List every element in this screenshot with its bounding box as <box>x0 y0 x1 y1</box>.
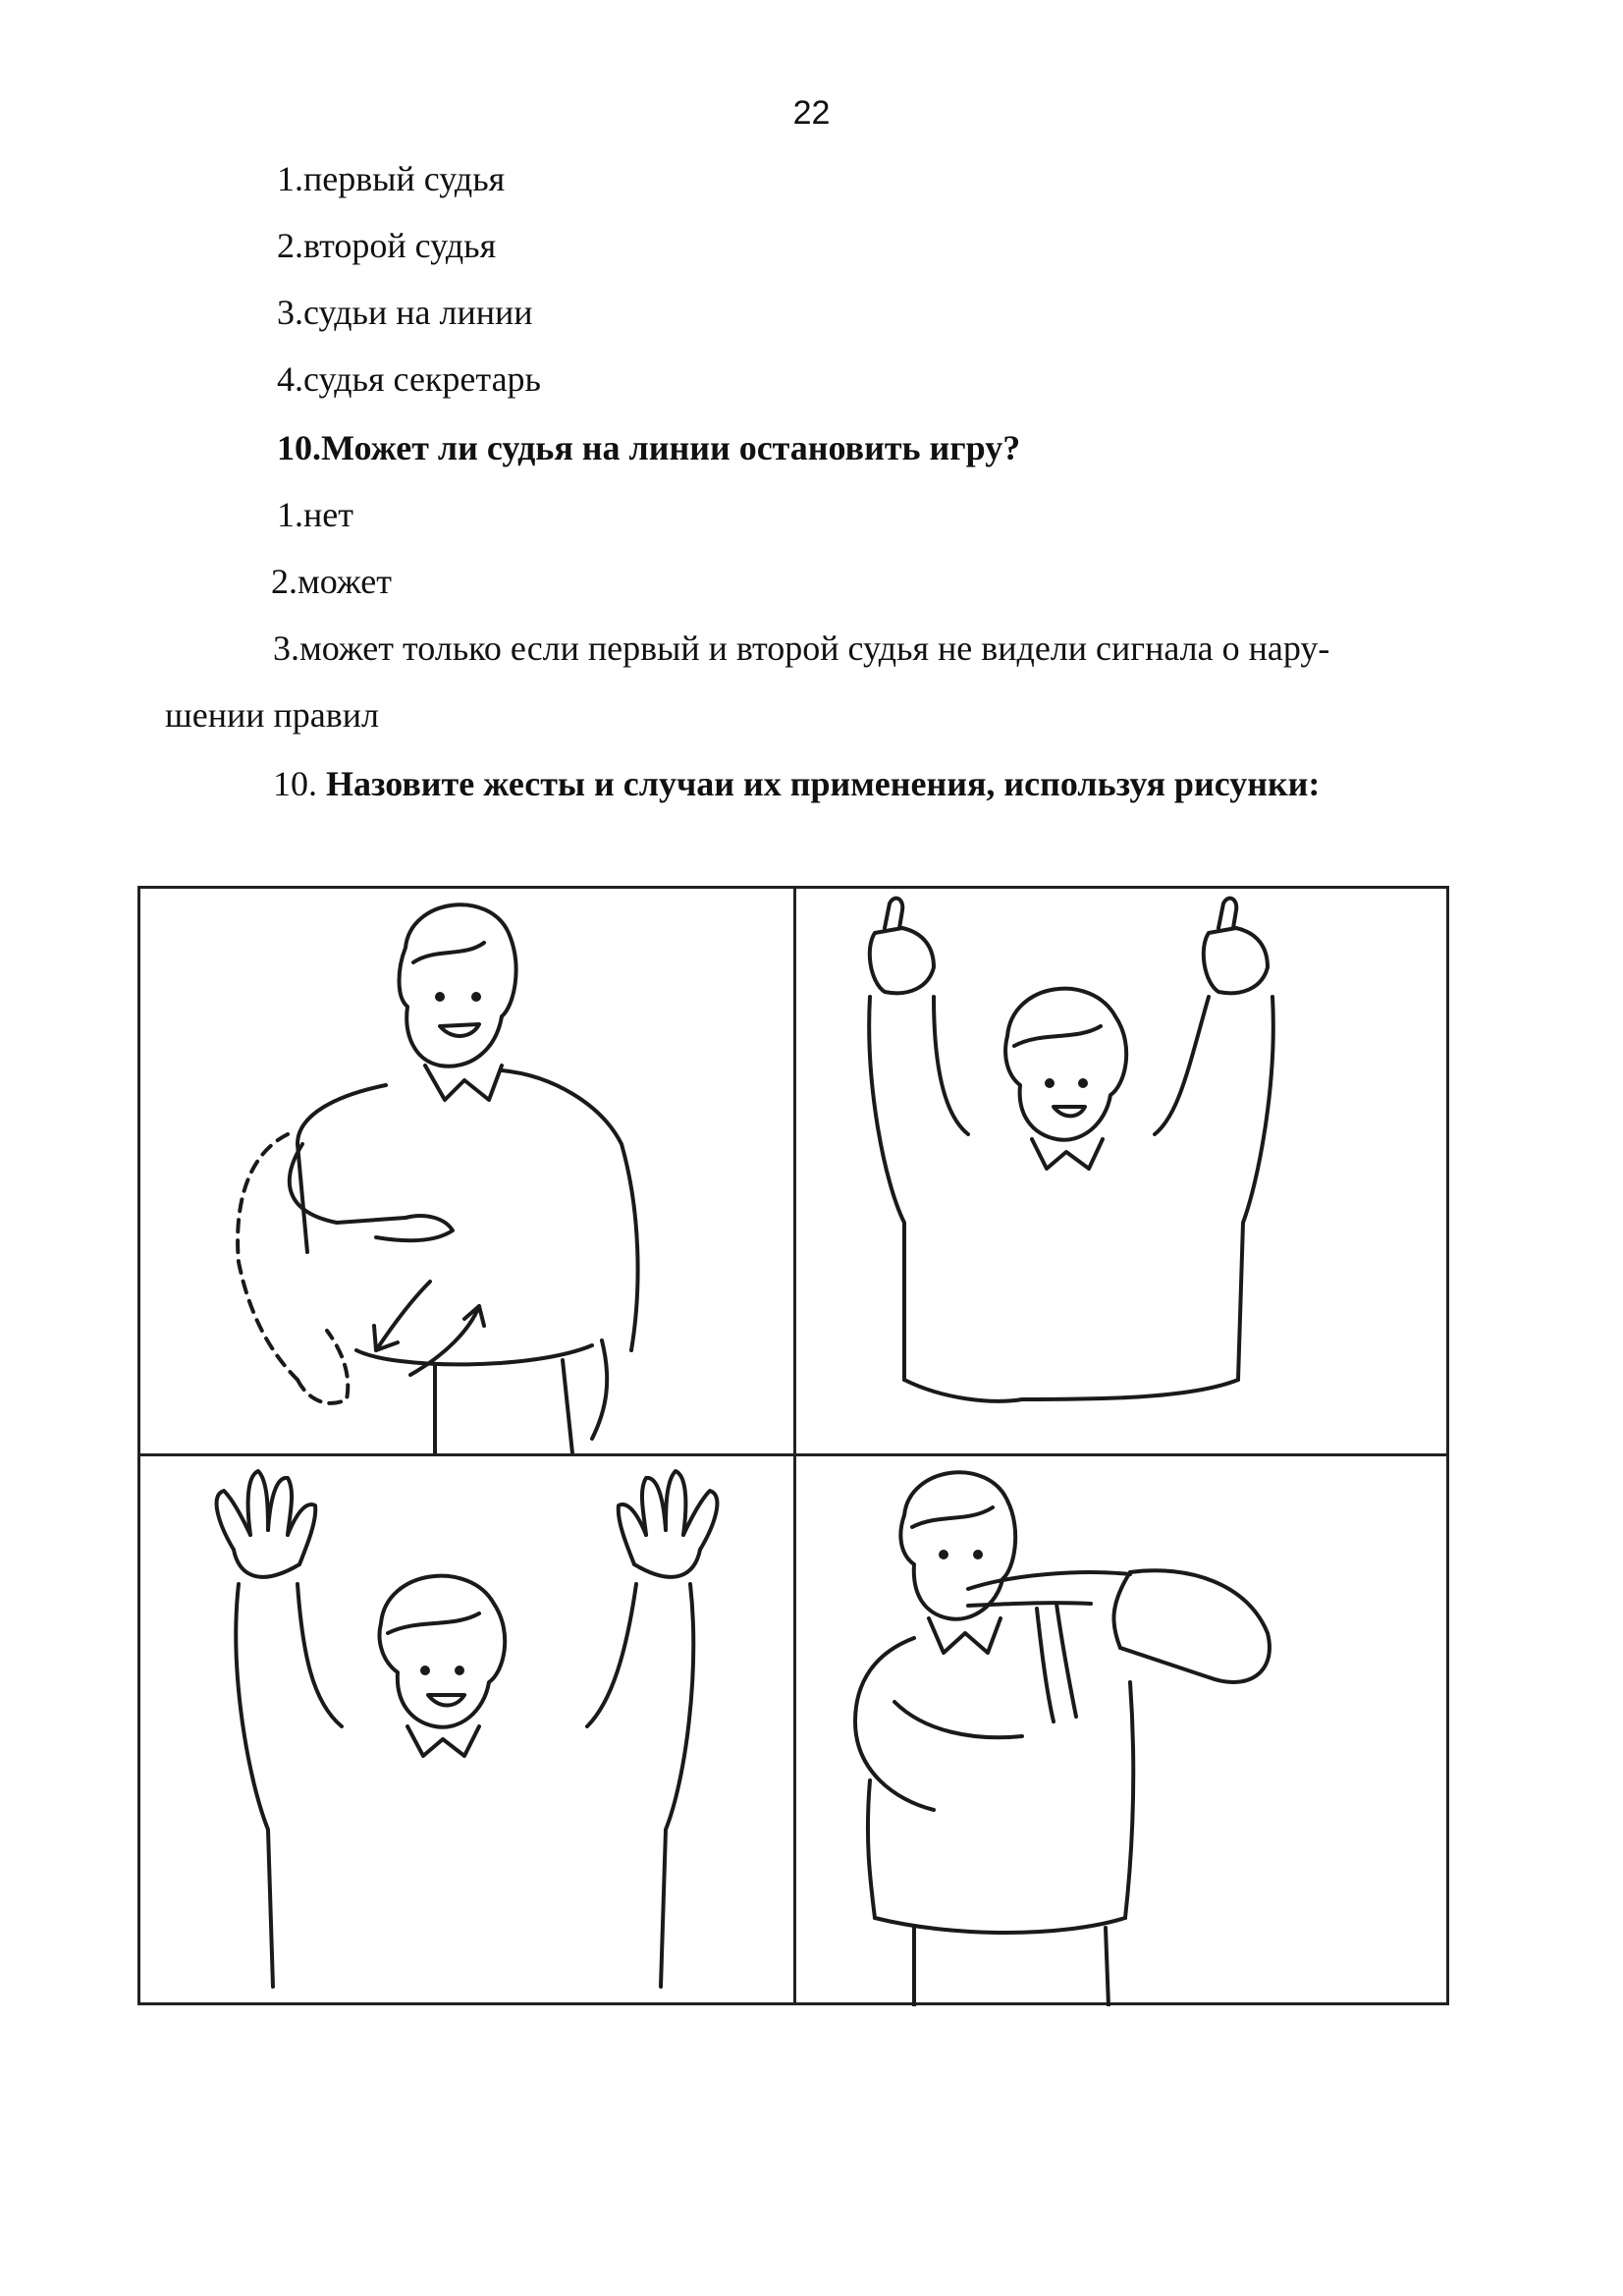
list-item: 1.первый судья <box>277 159 506 198</box>
list-item: 3.судьи на линии <box>277 293 533 332</box>
referee-thumbs-up-illustration <box>796 889 1449 1453</box>
figure-timeout-gesture <box>796 1456 1449 2006</box>
figure-hand-circle-gesture <box>140 889 793 1453</box>
question-heading: 10.Может ли судья на линии остановить игру? <box>277 428 1021 467</box>
question-text: Назовите жесты и случаи их применения, используя рисунки: <box>326 764 1321 803</box>
page-number: 22 <box>792 94 831 132</box>
referee-open-palms-illustration <box>140 1456 793 2006</box>
list-item: 4.судья секретарь <box>277 359 541 399</box>
figure-thumbs-up-gesture <box>796 889 1449 1453</box>
answer-item: 3.может только если первый и второй судья не видели сигнала о нару- <box>273 629 1330 668</box>
list-item: 2.второй судья <box>277 226 497 265</box>
answer-item: 1.нет <box>277 495 353 534</box>
question-number: 10. <box>273 764 326 803</box>
answer-continuation: шении правил <box>165 695 379 735</box>
figure-open-palms-raised-gesture <box>140 1456 793 2006</box>
question-heading <box>273 762 1320 805</box>
answer-item: 2.может <box>271 562 392 601</box>
gesture-figures-grid <box>137 886 1449 2005</box>
referee-timeout-illustration <box>796 1456 1449 2006</box>
referee-hand-circle-illustration <box>140 889 793 1453</box>
